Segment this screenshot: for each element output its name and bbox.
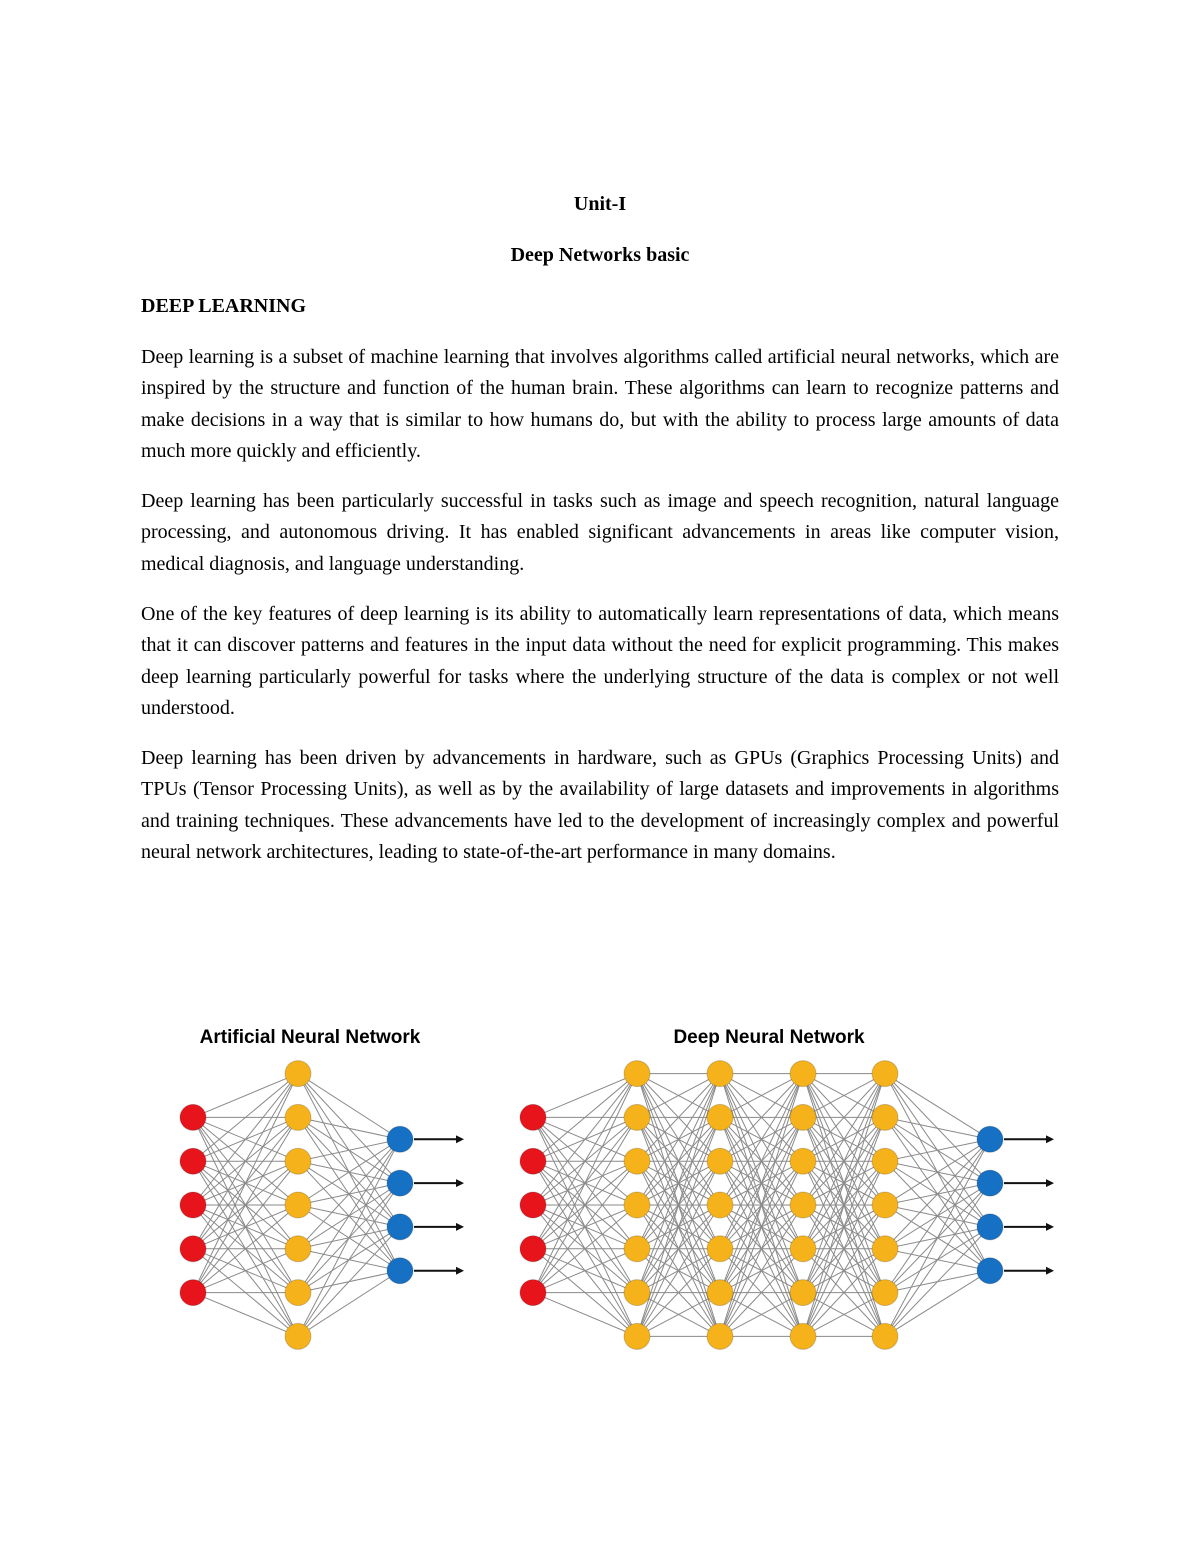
dnn-connection [533, 1074, 637, 1118]
dnn-input-node [520, 1148, 546, 1174]
dnn-hidden-node [790, 1061, 816, 1087]
dnn-input-node [520, 1192, 546, 1218]
dnn-hidden-node [872, 1323, 898, 1349]
dnn-connection [885, 1117, 990, 1139]
dnn-hidden-node [624, 1148, 650, 1174]
ann-input-node [180, 1192, 206, 1218]
ann-output-node [387, 1126, 413, 1152]
dnn-input-node [520, 1236, 546, 1262]
dnn-connection [885, 1074, 990, 1140]
dnn-hidden-node [872, 1148, 898, 1174]
dnn-connections [533, 1074, 990, 1337]
dnn-connection [885, 1183, 990, 1336]
paragraph-1: Deep learning is a subset of machine learning that involves algorithms called artificial neural networks, which are inspired by the structure and function of the human brain. These algorithms can learn to recognize patterns and make decisions in a way that is similar to how humans do, but with the ability to process large amounts of data much more quickly and efficiently. [141, 346, 1059, 462]
neural-network-figure [140, 1005, 1080, 1385]
dnn-input-node [520, 1104, 546, 1130]
dnn-hidden-node [872, 1192, 898, 1218]
dnn-connection [885, 1271, 990, 1337]
ann-connection [298, 1139, 400, 1292]
dnn-hidden-node [624, 1061, 650, 1087]
ann-title: Artificial Neural Network [199, 1027, 421, 1048]
dnn-connection [885, 1139, 990, 1336]
dnn-input-node [520, 1280, 546, 1306]
dnn-hidden-node [790, 1104, 816, 1130]
ann-connection [298, 1183, 400, 1336]
dnn-hidden-node [790, 1280, 816, 1306]
ann-connection [298, 1139, 400, 1205]
section-heading: DEEP LEARNING [141, 295, 307, 317]
dnn-hidden-node [707, 1192, 733, 1218]
ann-connection [298, 1139, 400, 1161]
ann-connection [298, 1139, 400, 1249]
dnn-hidden-node [790, 1236, 816, 1262]
document-subtitle: Deep Networks basic [510, 244, 690, 266]
ann-connection [193, 1293, 298, 1337]
dnn-hidden-node [707, 1104, 733, 1130]
ann-connection [298, 1117, 400, 1139]
dnn-output-node [977, 1126, 1003, 1152]
dnn-hidden-node [790, 1323, 816, 1349]
dnn-hidden-node [872, 1104, 898, 1130]
ann-connection [298, 1074, 400, 1140]
ann-connection [193, 1074, 298, 1118]
dnn-hidden-node [872, 1280, 898, 1306]
ann-output-node [387, 1214, 413, 1240]
paragraph-4: Deep learning has been driven by advancements in hardware, such as GPUs (Graphics Processing Units) and TPUs (Tensor Processing Units), as well as by the availability of large datasets and improvements in algorithms and training techniques. These advancements have led to the development of increasingly complex and powerful neural network architectures, leading to state-of-the-art performance in many domains. [141, 747, 1059, 863]
ann-connection [298, 1139, 400, 1336]
ann-output-node [387, 1170, 413, 1196]
ann-hidden-node [285, 1061, 311, 1087]
dnn-connection [885, 1139, 990, 1161]
dnn-hidden-node [707, 1323, 733, 1349]
ann-hidden-node [285, 1323, 311, 1349]
ann-input-node [180, 1236, 206, 1262]
ann-output-node [387, 1258, 413, 1284]
dnn-hidden-node [790, 1192, 816, 1218]
dnn-hidden-node [872, 1236, 898, 1262]
dnn-connection [885, 1227, 990, 1337]
dnn-connection [533, 1074, 637, 1205]
paragraph-3: One of the key features of deep learning is its ability to automatically learn representations of data, which means that it can discover patterns and features in the input data without the need for explicit programming. This makes deep learning particularly powerful for tasks where the underlying structure of the data is complex or not well understood. [141, 603, 1059, 719]
ann-diagram [180, 1061, 462, 1350]
ann-connection [193, 1074, 298, 1293]
dnn-hidden-node [624, 1104, 650, 1130]
dnn-output-node [977, 1258, 1003, 1284]
dnn-hidden-node [707, 1061, 733, 1087]
dnn-output-node [977, 1214, 1003, 1240]
ann-input-node [180, 1104, 206, 1130]
ann-hidden-node [285, 1192, 311, 1218]
ann-connection [298, 1227, 400, 1337]
dnn-connection [533, 1074, 637, 1293]
dnn-connection [885, 1139, 990, 1249]
ann-connection [193, 1074, 298, 1205]
dnn-hidden-node [707, 1148, 733, 1174]
dnn-diagram [520, 1061, 1052, 1350]
ann-input-node [180, 1148, 206, 1174]
ann-input-node [180, 1280, 206, 1306]
dnn-hidden-node [707, 1236, 733, 1262]
dnn-hidden-node [624, 1236, 650, 1262]
ann-connection [298, 1271, 400, 1337]
dnn-hidden-node [790, 1148, 816, 1174]
dnn-hidden-node [707, 1280, 733, 1306]
dnn-output-node [977, 1170, 1003, 1196]
dnn-connection [885, 1139, 990, 1205]
dnn-hidden-node [872, 1061, 898, 1087]
dnn-hidden-node [624, 1280, 650, 1306]
dnn-connection [533, 1293, 637, 1337]
paragraph-2: Deep learning has been particularly successful in tasks such as image and speech recognition, natural language processing, and autonomous driving. It has enabled significant advancements in areas like computer vision, medical diagnosis, and language understanding. [141, 490, 1059, 575]
dnn-title: Deep Neural Network [673, 1027, 865, 1048]
neural-network-diagram [140, 1005, 1080, 1385]
dnn-connection [885, 1139, 990, 1292]
ann-hidden-node [285, 1280, 311, 1306]
ann-hidden-node [285, 1148, 311, 1174]
dnn-hidden-node [624, 1192, 650, 1218]
dnn-hidden-node [624, 1323, 650, 1349]
unit-title: Unit-I [573, 193, 627, 215]
ann-hidden-node [285, 1104, 311, 1130]
ann-hidden-node [285, 1236, 311, 1262]
